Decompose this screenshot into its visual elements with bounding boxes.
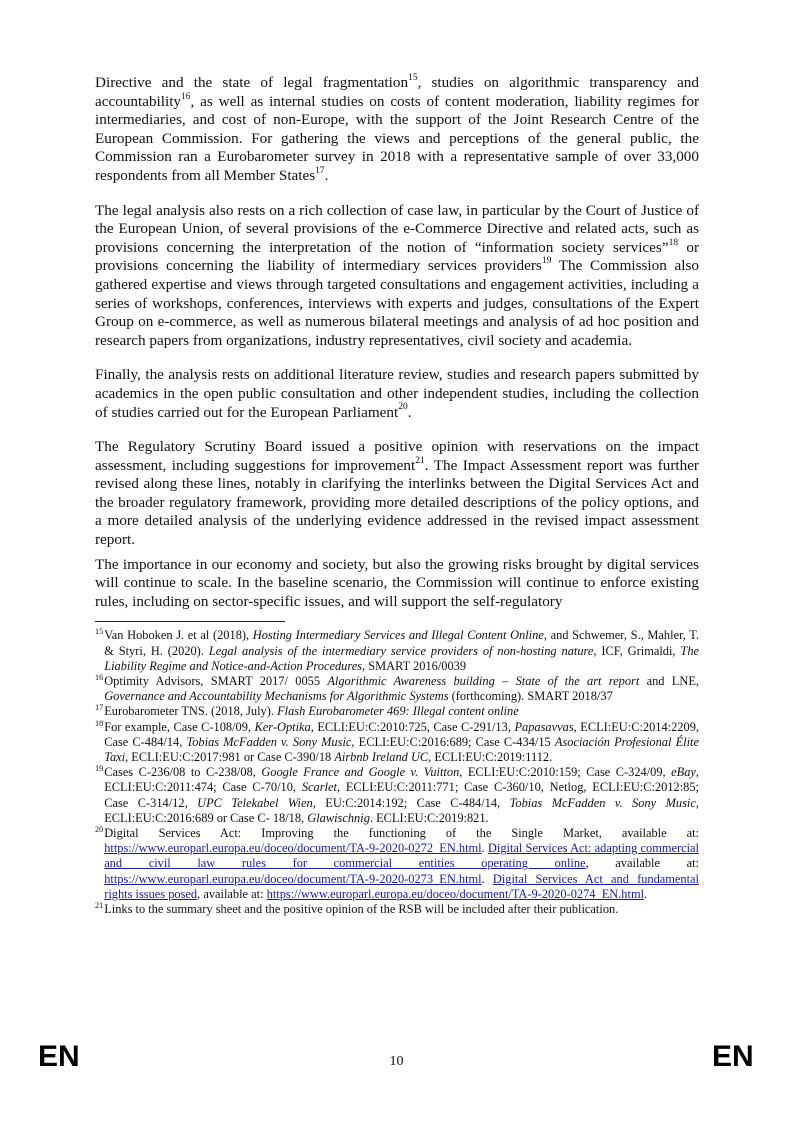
- text-run: .: [481, 841, 488, 856]
- work-title: Governance and Accountability Mechanisms for Algorithmic Systems: [104, 689, 449, 704]
- text-run: For example, Case C-108/09,: [104, 719, 255, 734]
- case-name: Asociación Profesional Élite Taxi: [104, 734, 699, 765]
- language-code-right: EN: [712, 1040, 754, 1073]
- text-run: , studies on algorithmic transparency and accountability: [95, 74, 699, 110]
- text-run: Optimity Advisors, SMART 2017/ 0055: [104, 674, 328, 689]
- text-run: , SMART 2016/0039: [362, 658, 467, 673]
- text-run: , ECLI:EU:C:2011:771; Case C-360/10, Netlog, ECLI:EU:C:2012:85; Case C-314/12,: [104, 780, 699, 810]
- text-run: .: [481, 871, 493, 886]
- footnote-15: [95, 628, 699, 674]
- footnote-number: 16: [95, 673, 104, 683]
- text-run: , ECLI:EU:C:2016:689; Case C-434/15: [351, 734, 555, 749]
- text-run: .: [324, 166, 329, 184]
- footnote-ref-21[interactable]: 21: [415, 455, 425, 466]
- url-link[interactable]: https://www.europarl.europa.eu/doceo/document/TA-9-2020-0272_EN.html: [104, 841, 482, 856]
- work-title: Flash Eurobarometer 469: Illegal content online: [277, 704, 519, 719]
- work-title: Algorithmic Awareness building – State of the art report: [327, 674, 640, 689]
- text-run: , ECLI:EU:C:2011:474; Case C-70/10,: [104, 765, 700, 795]
- paragraph-2: [95, 202, 699, 351]
- text-run: , available at:: [197, 886, 267, 901]
- text-run: or provisions concerning the liability of intermediary services providers: [95, 238, 699, 275]
- text-run: Eurobarometer TNS. (2018, July).: [104, 704, 278, 719]
- text-run: Links to the summary sheet and the positive opinion of the RSB will be included after their publication.: [104, 902, 619, 917]
- case-name: Airbnb Ireland UC: [334, 750, 429, 765]
- url-link[interactable]: https://www.europarl.europa.eu/doceo/document/TA-9-2020-0273_EN.html: [104, 871, 482, 886]
- footnote-number: 20: [95, 825, 104, 835]
- text-run: .: [644, 886, 648, 901]
- footnote-19: [95, 765, 699, 826]
- case-name: Tobias McFadden v. Sony Music: [186, 734, 352, 749]
- footnote-ref-15[interactable]: 15: [408, 72, 418, 83]
- text-run: .: [407, 403, 412, 421]
- text-run: , ECLI:EU:C:2010:159; Case C-324/09,: [459, 765, 672, 780]
- paragraph-4: [95, 438, 699, 550]
- text-run: Cases C-236/08 to C-238/08,: [104, 765, 262, 780]
- work-title: The Liability Regime and Notice-and-Action Procedures: [104, 643, 700, 673]
- footnote-number: 18: [95, 718, 104, 728]
- text-run: , ECLI:EU:C:2014:2209, Case C-484/14,: [104, 719, 700, 749]
- footnote-ref-20[interactable]: 20: [398, 402, 408, 413]
- page-number: 10: [389, 1054, 404, 1069]
- text-run: The importance in our economy and society, but also the growing risks brought by digital services will continue to scale. In the baseline scenario, the Commission will continue to enforce existing rules, including on sector-specific issues, and will support the self-regulatory: [95, 555, 699, 610]
- text-run: , as well as internal studies on costs of content moderation, liability regimes for intermediaries, and cost of non-Europe, with the support of the Joint Research Centre of the European Commission. For gathering the views and perceptions of the general public, the Commission ran a Eurobarometer survey in 2018 with a representative sample of over 33,000 respondents from all Member States: [95, 92, 699, 184]
- footnote-number: 21: [95, 901, 104, 911]
- footnote-17: [95, 704, 699, 719]
- footnote-ref-16[interactable]: 16: [181, 91, 191, 102]
- text-run: Digital Services Act: Improving the functioning of the Single Market, available at:: [104, 826, 699, 841]
- footnote-20: [95, 826, 699, 902]
- footnote-21: [95, 902, 699, 917]
- text-run: The Regulatory Scrutiny Board issued a positive opinion with reservations on the impact assessment, including suggestions for improvement: [95, 438, 699, 474]
- language-code-left: EN: [38, 1040, 80, 1073]
- work-title: Hosting Intermediary Services and Illegal Content Online: [252, 628, 544, 643]
- text-run: (forthcoming). SMART 2018/37: [448, 689, 613, 704]
- text-run: Van Hoboken J. et al (2018),: [104, 628, 253, 643]
- footnote-number: 17: [95, 703, 104, 713]
- case-name: Tobias McFadden v. Sony Music: [509, 795, 696, 810]
- paragraph-5: [95, 556, 699, 612]
- footnote-ref-18[interactable]: 18: [668, 237, 679, 248]
- text-run: . ECLI:EU:C:2019:821.: [369, 810, 489, 825]
- document-link[interactable]: Digital Services Act and fundamental rights issues posed: [104, 871, 699, 901]
- text-run: The Commission also gathered expertise and views through targeted consultations and engagement activities, including a series of workshops, conferences, interviews with experts and judges, consultations of the Expert Group on e-commerce, as well as numerous bilateral meetings and analysis of ad hoc position and research papers from organizations, industry representatives, civil society and academia.: [95, 257, 699, 349]
- text-run: , EU:C:2014:192; Case C-484/14,: [312, 795, 510, 810]
- text-run: , ECLI:EU:C:2016:689 or Case C- 18/18,: [104, 795, 699, 825]
- case-name: eBay: [671, 765, 696, 780]
- footnote-18: [95, 720, 699, 766]
- text-run: , ECLI:EU:C:2017:981 or Case C-390/18: [125, 750, 335, 765]
- text-run: , ECLI:EU:C:2019:1112.: [428, 750, 553, 765]
- footnote-number: 15: [95, 627, 104, 637]
- text-run: . The Impact Assessment report was further revised along these lines, notably in clarifying the interlinks between the Digital Services Act and the broader regulatory framework, providing more detailed descriptions of the policy options, and a more detailed analysis of the underlying evidence addressed in the revised impact assessment report.: [95, 456, 699, 549]
- case-name: UPC Telekabel Wien: [197, 795, 313, 810]
- case-name: Papasavvas: [514, 719, 574, 734]
- paragraph-1: [95, 74, 699, 186]
- footnote-number: 19: [95, 764, 104, 774]
- url-link[interactable]: https://www.europarl.europa.eu/doceo/document/TA-9-2020-0274_EN.html: [266, 886, 645, 901]
- text-run: The legal analysis also rests on a rich collection of case law, in particular by the Court of Justice of the European Union, of several provisions of the e-Commerce Directive and related acts, such as provisions concerning the interpretation of the notion of “information society services”: [95, 201, 699, 256]
- footnote-separator: [95, 621, 285, 622]
- text-run: , ICF, Grimaldi,: [593, 643, 681, 658]
- footnote-ref-17[interactable]: 17: [315, 165, 325, 176]
- document-page: [95, 74, 699, 917]
- footnote-ref-19[interactable]: 19: [541, 256, 552, 267]
- text-run: , and Schwemer, S., Mahler, T. & Styri, H. (2020).: [104, 628, 699, 658]
- paragraph-3: [95, 366, 699, 422]
- case-name: Glawischnig: [307, 810, 370, 825]
- case-name: Google France and Google v. Vuitton: [261, 765, 460, 780]
- text-run: and LNE,: [639, 674, 699, 689]
- text-run: , ECLI:EU:C:2010:725, Case C-291/13,: [310, 719, 515, 734]
- text-run: Finally, the analysis rests on additional literature review, studies and research papers submitted by academics in the open public consultation and other independent studies, including the collection of studies carried out for the European Parliament: [95, 366, 699, 421]
- text-run: , available at:: [585, 856, 699, 871]
- work-title: Legal analysis of the intermediary service providers of non-hosting nature: [208, 643, 594, 658]
- document-link[interactable]: Digital Services Act: adapting commercial and civil law rules for commercial entities operating online: [104, 841, 699, 871]
- case-name: Scarlet: [301, 780, 337, 795]
- case-name: Ker-Optika: [254, 719, 311, 734]
- text-run: Directive and the state of legal fragmentation: [95, 74, 409, 91]
- footnote-16: [95, 674, 699, 704]
